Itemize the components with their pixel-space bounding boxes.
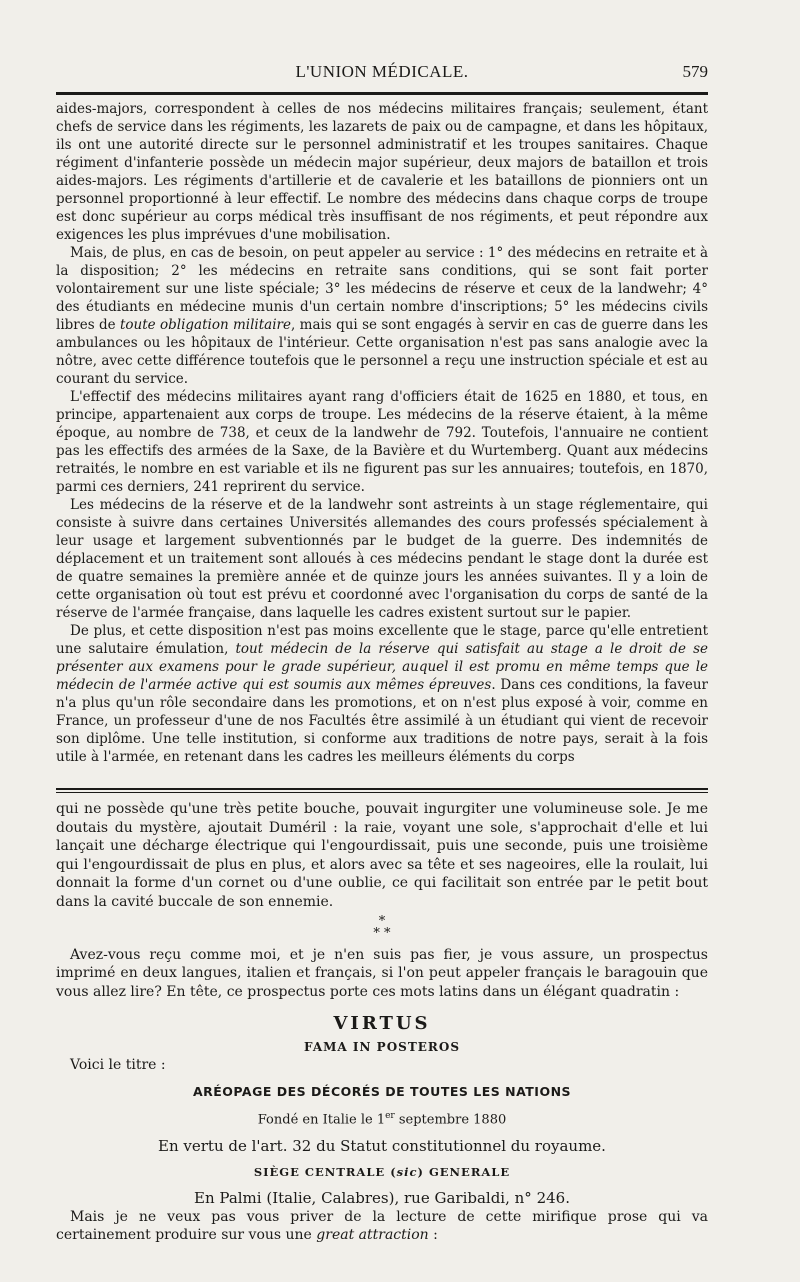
star-top: *: [378, 913, 386, 929]
voici-line: Voici le titre :: [70, 1057, 166, 1074]
seat-line: [56, 1164, 708, 1180]
header-rule: [56, 92, 708, 95]
prospectus-title: ARÉOPAGE DES DÉCORÉS DE TOUTES LES NATIONS: [192, 1084, 572, 1100]
text-run: De plus, et cette disposition n'est pas moins excellente que le stage, parce qu'elle entretient une salutaire émulation,: [56, 623, 708, 657]
italic-text: tout médecin de la réserve qui satisfait au stage a le droit de se présenter aux examens pour le grade supérieur, auquel il est promu en même temps que le médecin de l'armée active qui est soumis aux mêmes épreuves: [56, 641, 708, 693]
feuilleton: [56, 800, 708, 1245]
text-run: :: [428, 1227, 438, 1244]
paragraph: L'effectif des médecins militaires ayant rang d'officiers était de 1625 en 1880, et tous, en principe, appartenaient aux corps de troupe. Les médecins de la réserve étaient, à la même époque, au nombre de 738, et ceux de la landwehr de 792. Toutefois, l'annuaire ne contient pas les effectifs des armées de la Saxe, de la Bavière et du Wurtemberg. Quant aux médecins retraités, le nombre en est variable et ils ne figurent pas sur les annuaires; toutefois, en 1870, parmi ces derniers, 241 reprirent du service.: [56, 389, 708, 495]
main-article: [56, 100, 708, 766]
motto-virtus: VIRTUS: [333, 1013, 431, 1035]
paragraph: qui ne possède qu'une très petite bouche, pouvait ingurgiter une volumineuse sole. Je me doutais du mystère, ajoutait Duméril : la raie, voyant une sole, s'approchait d'elle et lui lançait une décharge électrique qui l'engourdissait, puis une seconde, puis une troisième qui l'engourdissait de plus en plus, et alors avec sa tête et ses nageoires, elle la roulait, lui donnait la forme d'un cornet ou d'une oublie, ce qui facilitait son entrée par le petit bout dans la cavité buccale de son ennemie.: [56, 801, 708, 910]
founded-line: [56, 1107, 708, 1129]
italic-text: great attraction: [316, 1227, 429, 1244]
motto-fama: FAMA IN POSTEROS: [304, 1040, 460, 1055]
paragraph: [56, 622, 708, 766]
paragraph: [56, 244, 708, 388]
star-bottom: * *: [373, 925, 391, 941]
text-run: ) GENERALE: [417, 1164, 511, 1179]
text-run: Fondé en Italie le 1: [257, 1112, 386, 1128]
text-run: septembre 1880: [394, 1112, 507, 1128]
text-run: Mais, de plus, en cas de besoin, on peut appeler au service : 1° des médecins en retraite et à la disposition; 2° les médecins en retraite sans conditions, qui se sont fait porter volontairement sur une liste spéciale; 3° les médecins de réserve et ceux de la landwehr; 4° des étudiants en médecine munis d'un certain nombre d'inscriptions; 5° les médecins civils libres de: [56, 245, 708, 333]
running-title: L'UNION MÉDICALE.: [295, 62, 469, 81]
page-header: [56, 60, 708, 88]
section-separator: [56, 913, 708, 941]
feuilleton-rule-thin: [56, 792, 708, 793]
text-run: Mais je ne veux pas vous priver de la lecture de cette mirifique prose qui va certainement produire sur vous une: [56, 1208, 708, 1244]
text-run: . Dans ces conditions, la faveur n'a plus qu'un rôle secondaire dans les promotions, et on n'est plus exposé à voir, comme en France, un professeur d'une de nos Facultés être assimilé à un étudiant qui vient de recevoir son diplôme. Une telle institution, si conforme aux traditions de notre pays, serait à la fois utile à l'armée, en retenant dans les cadres les meilleurs éléments du corps: [56, 677, 709, 765]
text-run: SIÈGE CENTRALE (: [253, 1164, 397, 1179]
superscript: er: [385, 1111, 395, 1122]
address-line: En Palmi (Italie, Calabres), rue Garibaldi, n° 246.: [194, 1188, 570, 1207]
paragraph: Avez-vous reçu comme moi, et je n'en suis pas fier, je vous assure, un prospectus imprimé en deux langues, italien et français, si l'on peut appeler français le baragouin que vous allez lire? En tête, ce prospectus porte ces mots latins dans un élégant quadratin :: [56, 946, 708, 1000]
italic-text: toute obligation militaire: [119, 317, 291, 333]
text-run: , mais qui se sont engagés à servir en cas de guerre dans les ambulances ou les hôpitaux de l'intérieur. Cette organisation n'est pas sans analogie avec la nôtre, avec cette différence toutefois que le personnel a reçu une instruction spéciale et est au courant du service.: [56, 317, 708, 387]
paragraph: Les médecins de la réserve et de la landwehr sont astreints à un stage réglementaire, qui consiste à suivre dans certaines Universités allemandes des cours professés spécialement à leur usage et largement subventionnés par le budget de la guerre. Des indemnités de déplacement et un traitement sont alloués à ces médecins pendant le stage dont la durée est de quatre semaines la première année et de quinze jours les années suivantes. Il y a loin de cette organisation où tout est prévu et coordonné avec l'organisation du corps de santé de la réserve de l'armée française, dans laquelle les cadres existent surtout sur le papier.: [56, 497, 708, 621]
statute-line: En vertu de l'art. 32 du Statut constitutionnel du royaume.: [158, 1136, 606, 1155]
italic-text: sic: [396, 1164, 418, 1179]
page-number: 579: [682, 62, 708, 81]
paragraph: [56, 1208, 708, 1245]
feuilleton-rule: [56, 788, 708, 790]
paragraph: aides-majors, correspondent à celles de nos médecins militaires français; seulement, étant chefs de service dans les régiments, les lazarets de paix ou de campagne, et dans les hôpitaux, ils ont une autorité directe sur le personnel administratif et les troupes sanitaires. Chaque régiment d'infanterie possède un médecin major supérieur, deux majors de bataillon et trois aides-majors. Les régiments d'artillerie et de cavalerie et les bataillons de pionniers ont un personnel proportionné à leur effectif. Le nombre des médecins dans chaque corps de troupe est donc supérieur au corps médical très insuffisant de nos régiments, et peut répondre aux exigences les plus imprévues d'une mobilisation.: [56, 101, 708, 243]
